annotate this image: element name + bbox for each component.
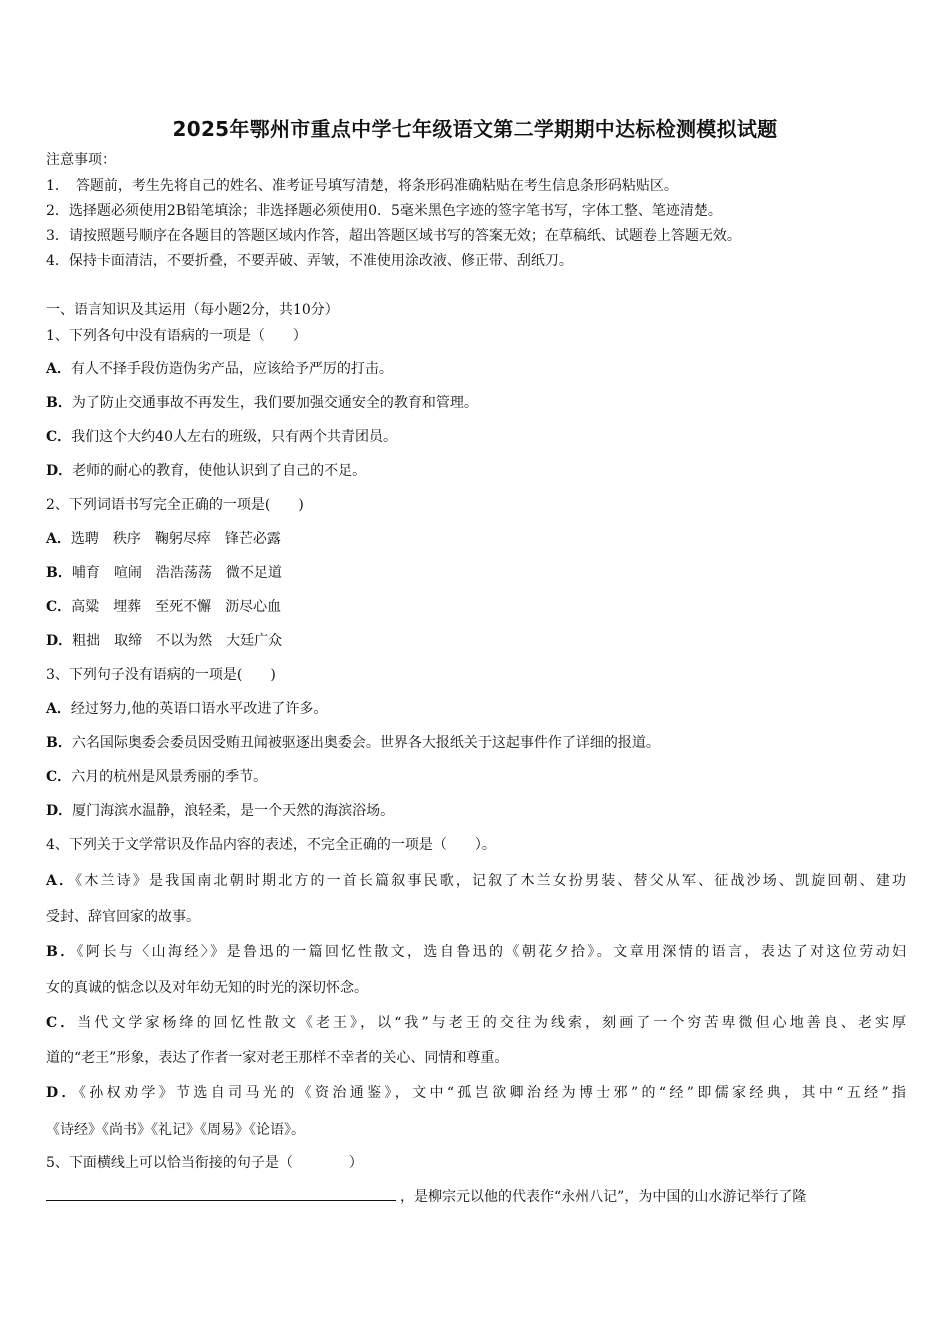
option-word: 至死不懈 (155, 599, 212, 615)
notice-item: 3．请按照题号顺序在各题目的答题区域内作答，超出答题区域书写的答案无效；在草稿纸、试题卷上答题无效。 (46, 228, 741, 244)
option-key: C． (46, 769, 72, 785)
question-2-option-a (46, 529, 295, 549)
question-4-stem: 4、下列关于文学常识及作品内容的表述，不完全正确的一项是（ ）。 (46, 837, 496, 853)
question-2-option-c (46, 597, 295, 617)
question-4-option-c-cont: 道的“老王”形象，表达了作者一家对老王那样不幸者的关心、同情和尊重。 (46, 1050, 509, 1066)
question-5-line (46, 1186, 806, 1207)
question-4-option-b-cont: 女的真诚的惦念以及对年幼无知的时光的深切怀念。 (46, 980, 368, 996)
option-text: 六名国际奥委会委员因受贿丑闻被驱逐出奥委会。世界各大报纸关于这起事件作了详细的报道。 (71, 735, 660, 751)
question-3-stem: 3、下列句子没有语病的一项是( ) (46, 667, 276, 683)
question-4-option-a-cont: 受封、辞官回家的故事。 (46, 909, 200, 925)
question-2-option-b (46, 563, 296, 583)
option-word: 哺育 (71, 565, 100, 581)
option-word: 不以为然 (156, 633, 213, 649)
option-text: 当代文学家杨绛的回忆性散文《老王》，以“我”与老王的交往为线索，刻画了一个穷苦卑微但心地善良、老实厚 (77, 1015, 906, 1031)
option-key: D． (46, 633, 73, 649)
question-3-option-d (46, 801, 394, 821)
option-word: 选聘 (70, 531, 99, 547)
option-key: B． (46, 395, 72, 411)
option-word: 鞠躬尽瘁 (154, 531, 211, 547)
option-key: A． (46, 531, 71, 547)
answer-blank (46, 1186, 396, 1201)
section-heading: 一、语言知识及其运用（每小题2分，共10分） (46, 302, 339, 318)
notice-item: 1． 答题前，考生先将自己的姓名、准考证号填写清楚，将条形码准确粘贴在考生信息条形码粘贴区。 (46, 178, 678, 194)
question-4-option-d (46, 1083, 906, 1103)
option-text: 六月的杭州是风景秀丽的季节。 (71, 769, 268, 785)
option-key: B． (46, 735, 72, 751)
notice-heading: 注意事项： (46, 152, 116, 168)
question-3-option-c (46, 767, 267, 787)
notice-item: 2．选择题必须使用2B铅笔填涂；非选择题必须使用0．5毫米黑色字迹的签字笔书写，字体工整、笔迹清楚。 (46, 203, 722, 219)
question-1-option-d (46, 461, 366, 481)
question-5-stem: 5、下面横线上可以恰当衔接的句子是（ ） (46, 1155, 363, 1171)
option-word: 沥尽心血 (225, 599, 282, 615)
option-key: A． (46, 701, 71, 717)
question-1-option-c (46, 427, 397, 447)
option-text: 《阿长与〈山海经〉》是鲁迅的一篇回忆性散文，选自鲁迅的《朝花夕拾》。文章用深情的语言，表达了对这位劳动妇 (76, 944, 906, 960)
question-3-option-b (46, 733, 660, 753)
option-key: B． (46, 565, 72, 581)
option-word: 微不足道 (225, 565, 282, 581)
question-5-text: ，是柳宗元以他的代表作“永州八记”，为中国的山水游记举行了隆 (400, 1189, 807, 1205)
option-key: D． (46, 463, 73, 479)
notice-item: 4．保持卡面清洁，不要折叠，不要弄破、弄皱，不准使用涂改液、修正带、刮纸刀。 (46, 253, 573, 269)
option-text: 我们这个大约40人左右的班级，只有两个共青团员。 (71, 429, 397, 445)
question-2-option-d (46, 631, 296, 651)
option-word: 埋葬 (113, 599, 142, 615)
option-text: 老师的耐心的教育，使他认识到了自己的不足。 (72, 463, 367, 479)
option-key: C． (46, 1015, 78, 1031)
option-text: 经过努力,他的英语口语水平改进了许多。 (70, 701, 328, 717)
option-word: 粗拙 (72, 633, 101, 649)
question-4-option-d-cont: 《诗经》《尚书》《礼记》《周易》《论语》。 (46, 1122, 305, 1138)
option-key: D． (46, 1085, 79, 1101)
question-4-option-b (46, 942, 906, 962)
option-word: 大廷广众 (226, 633, 283, 649)
question-1-stem: 1、下列各句中没有语病的一项是（ ） (46, 328, 307, 344)
option-text: 有人不择手段仿造伪劣产品，应该给予严厉的打击。 (70, 361, 393, 377)
option-word: 取缔 (114, 633, 143, 649)
option-text: 厦门海滨水温静，浪轻柔，是一个天然的海滨浴场。 (72, 803, 395, 819)
option-key: C． (46, 429, 72, 445)
option-word: 喧闹 (113, 565, 142, 581)
question-4-option-a (46, 871, 906, 891)
question-1-option-a (46, 359, 393, 379)
option-key: A． (46, 361, 71, 377)
option-text: 《木兰诗》是我国南北朝时期北方的一首长篇叙事民歌，记叙了木兰女扮男装、替父从军、征战沙场、凯旋回朝、建功 (75, 873, 906, 889)
option-key: A． (46, 873, 76, 889)
option-word: 秩序 (112, 531, 141, 547)
question-3-option-a (46, 699, 327, 719)
option-word: 高粱 (71, 599, 100, 615)
option-key: C． (46, 599, 72, 615)
question-4-option-c (46, 1013, 906, 1033)
option-word: 锋芒必露 (224, 531, 281, 547)
option-text: 《孙权劝学》节选自司马光的《资治通鉴》，文中“孤岂欲卿治经为博士邪”的“经”即儒家经典，其中“五经”指 (78, 1085, 906, 1101)
option-word: 浩浩荡荡 (155, 565, 212, 581)
question-1-option-b (46, 393, 478, 413)
page-title: 2025年鄂州市重点中学七年级语文第二学期期中达标检测模拟试题 (172, 117, 778, 141)
option-key: D． (46, 803, 73, 819)
option-text: 为了防止交通事故不再发生，我们要加强交通安全的教育和管理。 (71, 395, 478, 411)
question-2-stem: 2、下列词语书写完全正确的一项是( ) (46, 497, 304, 513)
option-key: B． (46, 944, 77, 960)
